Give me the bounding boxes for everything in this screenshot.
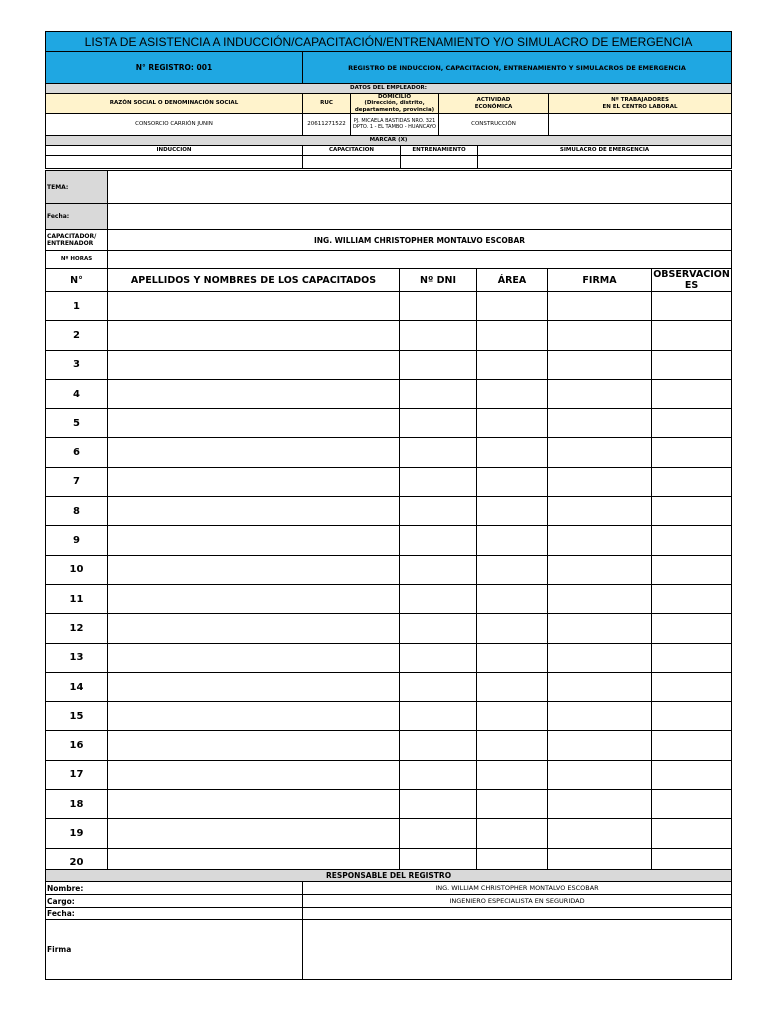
observaciones-cell[interactable]: [652, 819, 732, 848]
dni-cell[interactable]: [400, 614, 477, 643]
apellidos-nombres-cell[interactable]: [108, 555, 400, 584]
row-number: 7: [46, 467, 108, 496]
option-entrenamiento-label: ENTRENAMIENTO: [401, 146, 478, 156]
dni-cell[interactable]: [400, 731, 477, 760]
dni-cell[interactable]: [400, 350, 477, 379]
apellidos-nombres-cell[interactable]: [108, 350, 400, 379]
dni-cell[interactable]: [400, 760, 477, 789]
firma-cell[interactable]: [548, 526, 652, 555]
row-number: 18: [46, 790, 108, 819]
area-cell[interactable]: [477, 350, 548, 379]
col-area: ÁREA: [477, 269, 548, 292]
observaciones-cell[interactable]: [652, 438, 732, 467]
empleador-section-title: DATOS DEL EMPLEADOR:: [46, 84, 732, 94]
row-number: 3: [46, 350, 108, 379]
row-number: 13: [46, 643, 108, 672]
capacitador-field[interactable]: ING. WILLIAM CHRISTOPHER MONTALVO ESCOBAR: [108, 230, 732, 251]
table-row: [46, 526, 732, 555]
apellidos-nombres-cell[interactable]: [108, 819, 400, 848]
dni-cell[interactable]: [400, 321, 477, 350]
firma-cell[interactable]: [548, 643, 652, 672]
dni-cell[interactable]: [400, 497, 477, 526]
dni-cell[interactable]: [400, 702, 477, 731]
row-number: 14: [46, 672, 108, 701]
table-row: [46, 555, 732, 584]
dni-cell[interactable]: [400, 292, 477, 321]
tema-field[interactable]: [108, 171, 732, 204]
apellidos-nombres-cell[interactable]: [108, 321, 400, 350]
observaciones-cell[interactable]: [652, 292, 732, 321]
attendance-header-row: [46, 269, 732, 292]
firma-cell[interactable]: [548, 584, 652, 613]
apellidos-nombres-cell[interactable]: [108, 584, 400, 613]
firma-cell[interactable]: [548, 555, 652, 584]
domicilio-value[interactable]: PJ. MICAELA BASTIDAS NRO. 321 DPTO. 1 - EL TAMBO - HUANCAYO: [351, 114, 439, 136]
row-number: 19: [46, 819, 108, 848]
marcar-table: [45, 145, 732, 169]
firma-cell[interactable]: [548, 819, 652, 848]
horas-field[interactable]: [108, 251, 732, 269]
observaciones-cell[interactable]: [652, 321, 732, 350]
row-number: 8: [46, 497, 108, 526]
apellidos-nombres-cell[interactable]: [108, 467, 400, 496]
area-cell[interactable]: [477, 409, 548, 438]
empleador-table: [45, 83, 732, 146]
table-row: [46, 584, 732, 613]
row-number: 4: [46, 379, 108, 408]
responsable-cargo-label: Cargo:: [46, 895, 303, 908]
razon-social-value[interactable]: CONSORCIO CARRIÓN JUNIN: [46, 114, 303, 136]
header-table: [45, 31, 732, 84]
firma-cell[interactable]: [548, 379, 652, 408]
trabajadores-value[interactable]: [549, 114, 732, 136]
dni-cell[interactable]: [400, 643, 477, 672]
option-induccion-checkbox[interactable]: [46, 156, 303, 169]
apellidos-nombres-cell[interactable]: [108, 379, 400, 408]
area-cell[interactable]: [477, 438, 548, 467]
apellidos-nombres-cell[interactable]: [108, 292, 400, 321]
apellidos-nombres-cell[interactable]: [108, 790, 400, 819]
observaciones-cell[interactable]: [652, 497, 732, 526]
col-trabajadores: Nº TRABAJADORES EN EL CENTRO LABORAL: [549, 94, 732, 114]
table-row: [46, 438, 732, 467]
observaciones-cell[interactable]: [652, 643, 732, 672]
option-simulacro-label: SIMULACRO DE EMERGENCIA: [478, 146, 732, 156]
observaciones-cell[interactable]: [652, 760, 732, 789]
row-number: 15: [46, 702, 108, 731]
responsable-firma-label: Firma: [46, 920, 303, 980]
table-row: [46, 379, 732, 408]
area-cell[interactable]: [477, 321, 548, 350]
registro-description: REGISTRO DE INDUCCION, CAPACITACION, ENTRENAMIENTO Y SIMULACROS DE EMERGENCIA: [303, 52, 732, 84]
apellidos-nombres-cell[interactable]: [108, 643, 400, 672]
actividad-value[interactable]: CONSTRUCCIÓN: [439, 114, 549, 136]
registro-number: N° REGISTRO: 001: [46, 52, 303, 84]
row-number: 12: [46, 614, 108, 643]
firma-cell[interactable]: [548, 350, 652, 379]
area-cell[interactable]: [477, 497, 548, 526]
form-title: LISTA DE ASISTENCIA A INDUCCIÓN/CAPACITACIÓN/ENTRENAMIENTO Y/O SIMULACRO DE EMERGENCIA: [46, 32, 732, 52]
responsable-cargo-field[interactable]: INGENIERO ESPECIALISTA EN SEGURIDAD: [303, 895, 732, 908]
option-entrenamiento-checkbox[interactable]: [401, 156, 478, 169]
firma-cell[interactable]: [548, 497, 652, 526]
row-number: 1: [46, 292, 108, 321]
observaciones-cell[interactable]: [652, 526, 732, 555]
observaciones-cell[interactable]: [652, 467, 732, 496]
row-number: 11: [46, 584, 108, 613]
firma-cell[interactable]: [548, 760, 652, 789]
row-number: 16: [46, 731, 108, 760]
table-row: [46, 321, 732, 350]
firma-cell[interactable]: [548, 672, 652, 701]
row-number: 5: [46, 409, 108, 438]
option-induccion-label: INDUCCION: [46, 146, 303, 156]
row-number: 10: [46, 555, 108, 584]
table-row: [46, 731, 732, 760]
area-cell[interactable]: [477, 584, 548, 613]
firma-cell[interactable]: [548, 702, 652, 731]
col-apellidos-nombres: APELLIDOS Y NOMBRES DE LOS CAPACITADOS: [108, 269, 400, 292]
area-cell[interactable]: [477, 672, 548, 701]
option-capacitacion-checkbox[interactable]: [303, 156, 401, 169]
dni-cell[interactable]: [400, 438, 477, 467]
info-table: [45, 170, 732, 269]
table-row: [46, 760, 732, 789]
row-number: 20: [46, 848, 108, 877]
area-cell[interactable]: [477, 379, 548, 408]
option-simulacro-checkbox[interactable]: [478, 156, 732, 169]
dni-cell[interactable]: [400, 790, 477, 819]
table-row: [46, 643, 732, 672]
fecha-field[interactable]: [108, 204, 732, 230]
observaciones-cell[interactable]: [652, 614, 732, 643]
apellidos-nombres-cell[interactable]: [108, 614, 400, 643]
col-domicilio: DOMICILIO (Dirección, distrito, departamento, provincia): [351, 94, 439, 114]
area-cell[interactable]: [477, 643, 548, 672]
ruc-value[interactable]: 20611271522: [303, 114, 351, 136]
table-row: [46, 614, 732, 643]
table-row: [46, 672, 732, 701]
dni-cell[interactable]: [400, 526, 477, 555]
observaciones-cell[interactable]: [652, 790, 732, 819]
fecha-label: Fecha:: [46, 204, 108, 230]
tema-label: TEMA:: [46, 171, 108, 204]
responsable-fecha-label: Fecha:: [46, 908, 303, 920]
col-ruc: RUC: [303, 94, 351, 114]
area-cell[interactable]: [477, 555, 548, 584]
row-number: 17: [46, 760, 108, 789]
horas-label: Nº HORAS: [46, 251, 108, 269]
observaciones-cell[interactable]: [652, 584, 732, 613]
responsable-nombre-field[interactable]: ING. WILLIAM CHRISTOPHER MONTALVO ESCOBAR: [303, 882, 732, 895]
area-cell[interactable]: [477, 819, 548, 848]
col-actividad: ACTIVIDAD ECONÓMICA: [439, 94, 549, 114]
dni-cell[interactable]: [400, 672, 477, 701]
apellidos-nombres-cell[interactable]: [108, 526, 400, 555]
attendance-table: [45, 268, 732, 878]
capacitador-label: CAPACITADOR/ ENTRENADOR: [46, 230, 108, 251]
table-row: [46, 467, 732, 496]
observaciones-cell[interactable]: [652, 555, 732, 584]
area-cell[interactable]: [477, 467, 548, 496]
firma-cell[interactable]: [548, 438, 652, 467]
firma-cell[interactable]: [548, 731, 652, 760]
responsable-table: [45, 869, 732, 980]
table-row: [46, 350, 732, 379]
dni-cell[interactable]: [400, 584, 477, 613]
table-row: [46, 497, 732, 526]
option-capacitacion-label: CAPACITACION: [303, 146, 401, 156]
dni-cell[interactable]: [400, 555, 477, 584]
observaciones-cell[interactable]: [652, 350, 732, 379]
firma-cell[interactable]: [548, 409, 652, 438]
firma-cell[interactable]: [548, 292, 652, 321]
table-row: [46, 409, 732, 438]
area-cell[interactable]: [477, 614, 548, 643]
area-cell[interactable]: [477, 790, 548, 819]
apellidos-nombres-cell[interactable]: [108, 731, 400, 760]
table-row: [46, 702, 732, 731]
observaciones-cell[interactable]: [652, 672, 732, 701]
responsable-firma-field[interactable]: [303, 920, 732, 980]
col-dni: Nº DNI: [400, 269, 477, 292]
area-cell[interactable]: [477, 731, 548, 760]
table-row: [46, 819, 732, 848]
responsable-title: RESPONSABLE DEL REGISTRO: [46, 870, 732, 882]
row-number: 9: [46, 526, 108, 555]
apellidos-nombres-cell[interactable]: [108, 702, 400, 731]
table-row: [46, 790, 732, 819]
firma-cell[interactable]: [548, 467, 652, 496]
dni-cell[interactable]: [400, 379, 477, 408]
responsable-fecha-field[interactable]: [303, 908, 732, 920]
col-observaciones: OBSERVACION ES: [653, 269, 730, 291]
col-razon-social: RAZÓN SOCIAL O DENOMINACIÓN SOCIAL: [46, 94, 303, 114]
apellidos-nombres-cell[interactable]: [108, 672, 400, 701]
apellidos-nombres-cell[interactable]: [108, 760, 400, 789]
table-row: [46, 292, 732, 321]
apellidos-nombres-cell[interactable]: [108, 497, 400, 526]
area-cell[interactable]: [477, 760, 548, 789]
observaciones-cell[interactable]: [652, 379, 732, 408]
col-numero: N°: [46, 269, 108, 292]
dni-cell[interactable]: [400, 467, 477, 496]
dni-cell[interactable]: [400, 819, 477, 848]
firma-cell[interactable]: [548, 790, 652, 819]
firma-cell[interactable]: [548, 614, 652, 643]
observaciones-cell[interactable]: [652, 409, 732, 438]
area-cell[interactable]: [477, 292, 548, 321]
apellidos-nombres-cell[interactable]: [108, 438, 400, 467]
apellidos-nombres-cell[interactable]: [108, 409, 400, 438]
row-number: 2: [46, 321, 108, 350]
responsable-nombre-label: Nombre:: [46, 882, 303, 895]
col-firma: FIRMA: [548, 269, 652, 292]
observaciones-cell[interactable]: [652, 702, 732, 731]
firma-cell[interactable]: [548, 321, 652, 350]
row-number: 6: [46, 438, 108, 467]
marcar-title: MARCAR (X): [46, 136, 732, 146]
area-cell[interactable]: [477, 702, 548, 731]
area-cell[interactable]: [477, 526, 548, 555]
observaciones-cell[interactable]: [652, 731, 732, 760]
dni-cell[interactable]: [400, 409, 477, 438]
